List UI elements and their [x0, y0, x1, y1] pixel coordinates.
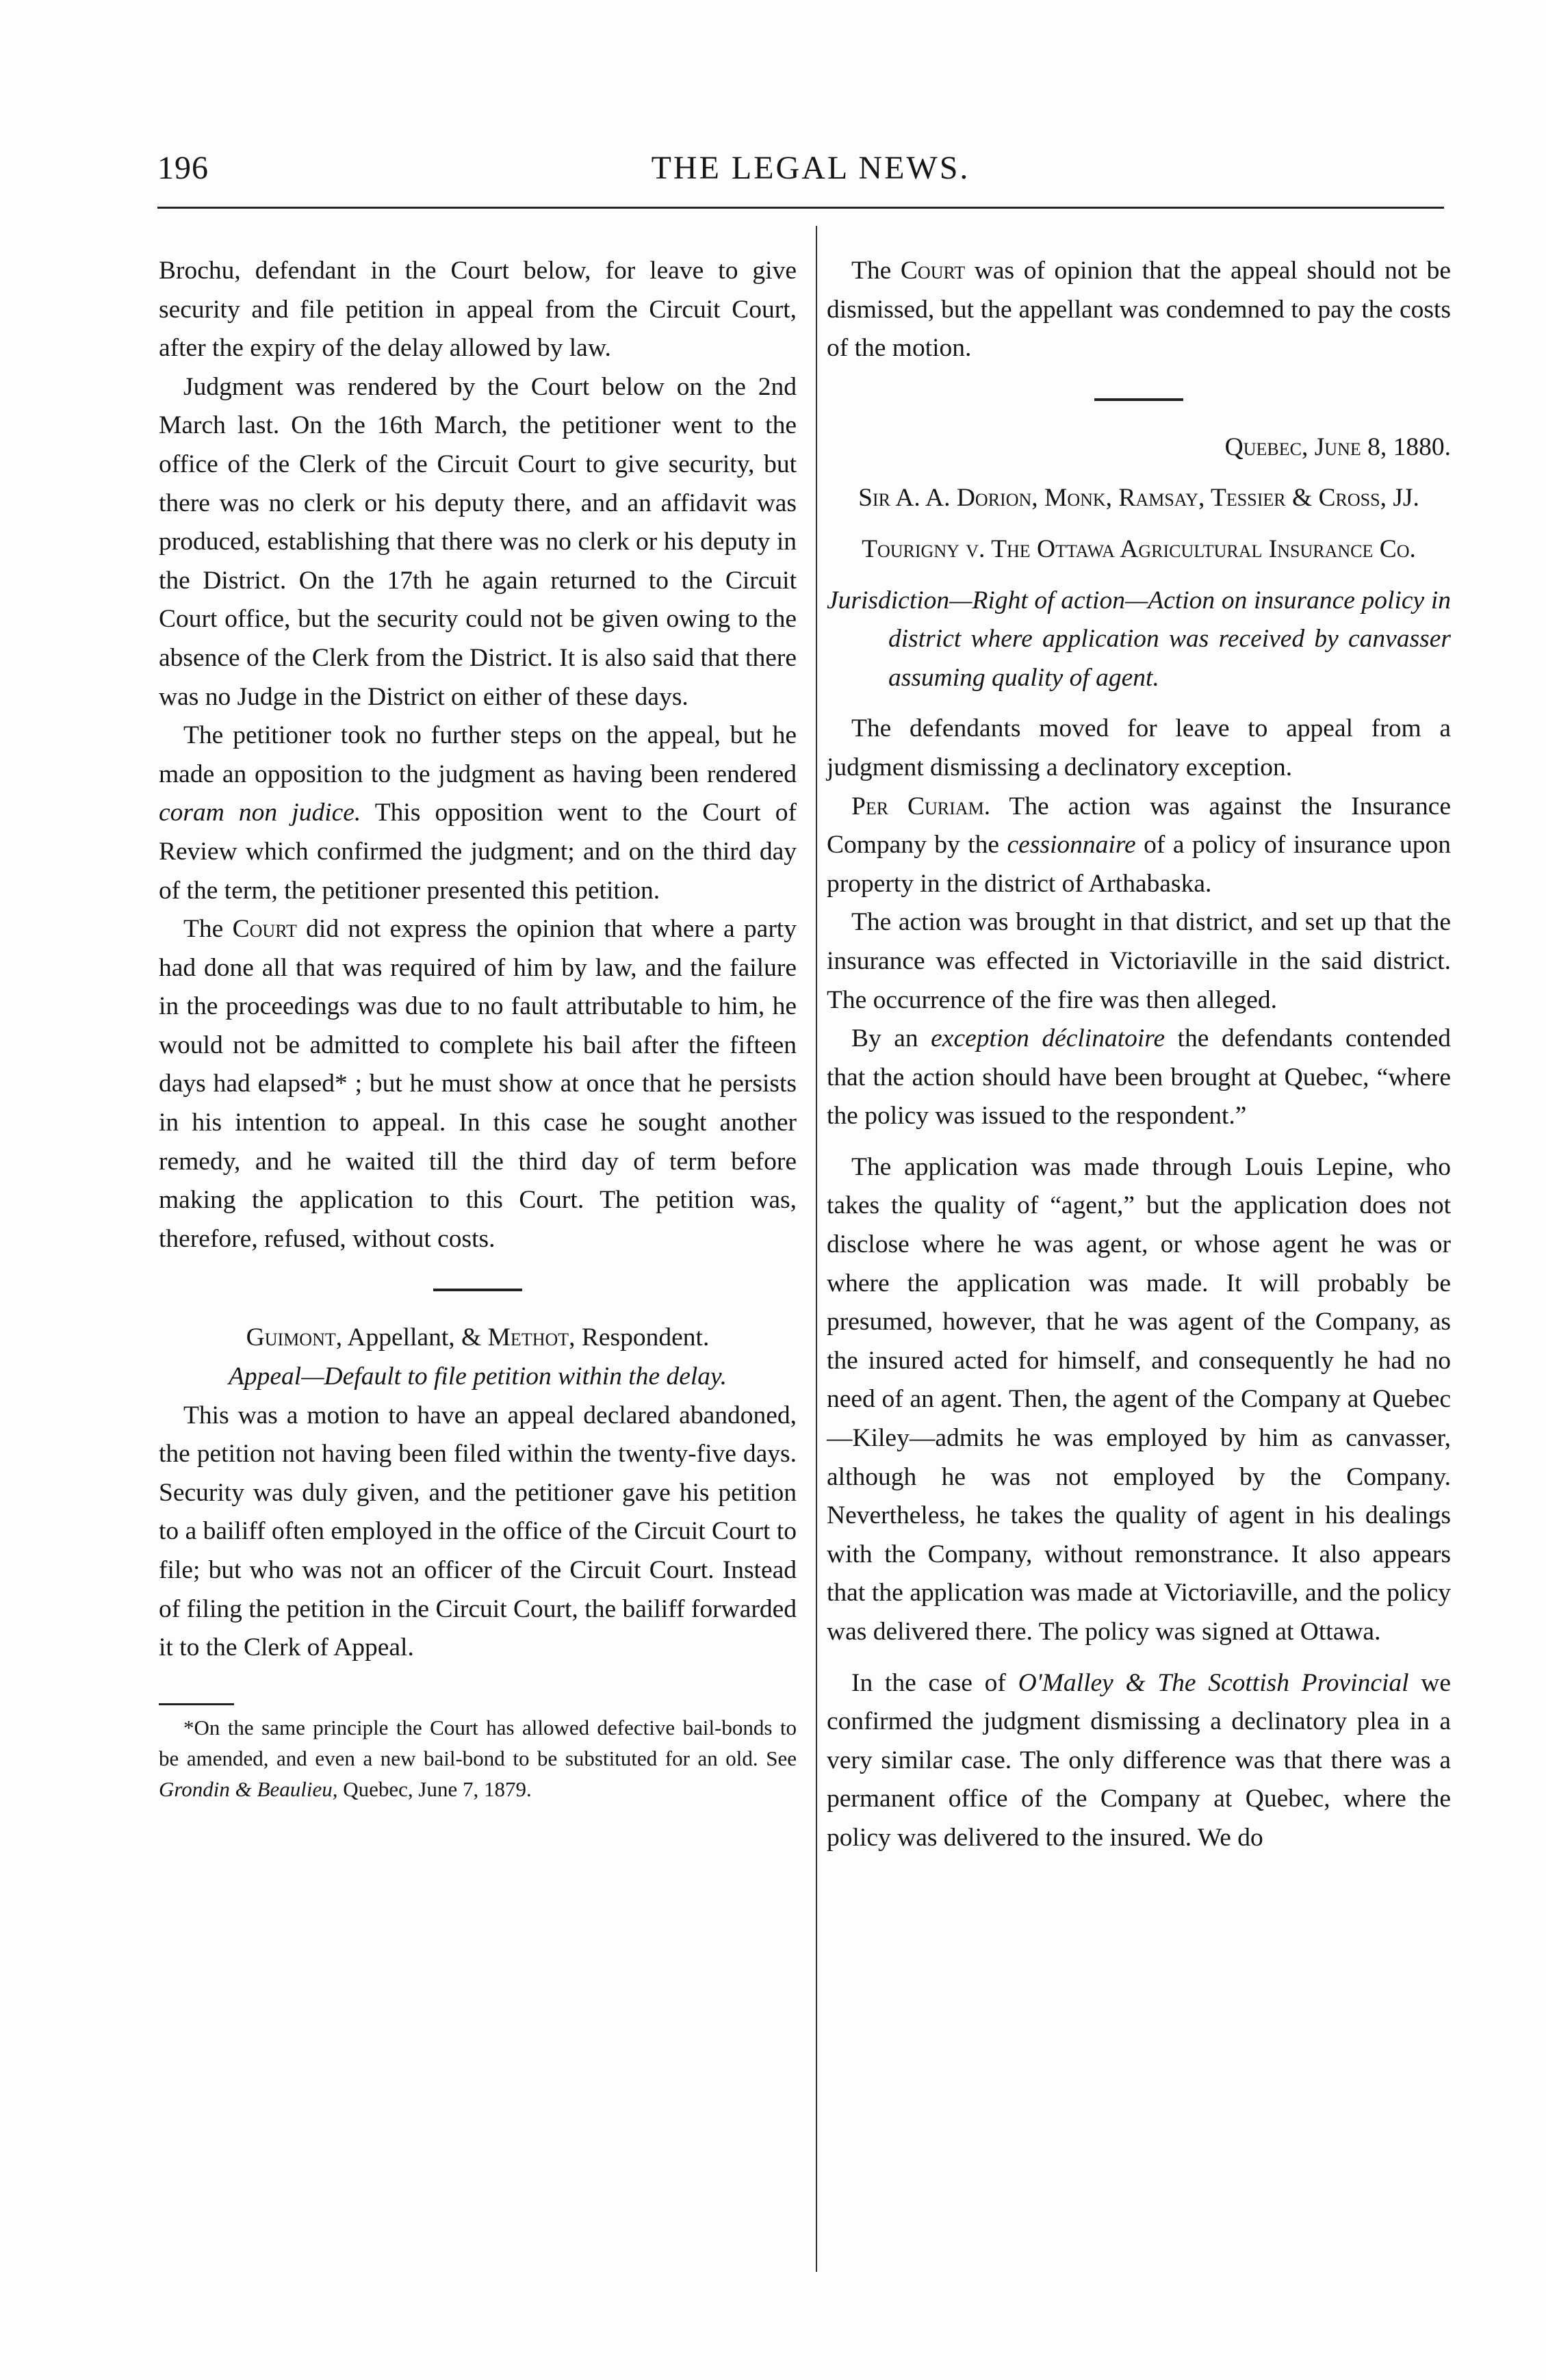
- page-header: [157, 149, 1464, 197]
- case-headnote: Appeal—Default to file petition within the delay.: [228, 1362, 727, 1391]
- dateline: Quebec, June 8, 1880.: [1224, 432, 1451, 461]
- journal-title: THE LEGAL NEWS.: [651, 150, 970, 186]
- spacer: [827, 697, 1451, 710]
- spacer: [827, 518, 1451, 530]
- case-title: Tourigny v. The Ottawa Agricultural Insurance Co.: [862, 534, 1416, 563]
- spacer: [827, 1652, 1451, 1664]
- footnote: *On the same principle the Court has allowed defective bail-bonds to be amended, and even a new bail-bond to be substituted for an old. See Grondin & Beaulieu, Quebec, June 7, 1879.: [159, 1715, 797, 1801]
- column-divider: [816, 226, 817, 2272]
- paragraph: The petitioner took no further steps on the appeal, but he made an opposition to the judgment as having been rendered coram non judice. This opposition went to the Court of Review which confirmed the judgment; and on the third day of the term, the petitioner presented this petition.: [159, 721, 797, 905]
- header-rule: [157, 207, 1444, 209]
- spacer: [827, 1136, 1451, 1148]
- paragraph: In the case of O'Malley & The Scottish Provincial we confirmed the judgment dismissing a declinatory plea in a very similar case. The only difference was that there was a permanent office of the Company at Quebec, where the policy was delivered to the insured. We do: [827, 1668, 1452, 1852]
- spacer: [827, 569, 1451, 582]
- paragraph: The Court was of opinion that the appeal should not be dismissed, but the appellant was condemned to pay the costs of the motion.: [827, 257, 1451, 363]
- paragraph: By an exception déclinatoire the defendants contended that the action should have been brought at Quebec, “where the policy was issued to the respondent.”: [827, 1024, 1451, 1130]
- left-column: [159, 252, 797, 1805]
- section-rule: [1094, 398, 1183, 401]
- footnote-rule: [159, 1703, 234, 1705]
- paragraph: This was a motion to have an appeal declared abandoned, the petition not having been filed within the twenty-five days. Security was duly given, and the petitioner gave his petition to a bailiff often employed in the office of the Circuit Court to file; but who was not an officer of the Circuit Court. Instead of filing the petition in the Circuit Court, the bailiff forwarded it to the Clerk of Appeal.: [159, 1401, 797, 1662]
- judges: Sir A. A. Dorion, Monk, Ramsay, Tessier & Cross, JJ.: [858, 484, 1419, 513]
- case-title: Guimont, Appellant, & Methot, Respondent.: [246, 1323, 710, 1352]
- paragraph: The action was brought in that district, and set up that the insurance was effected in Victoriaville in the said district. The occurrence of the fire was then alleged.: [827, 908, 1451, 1014]
- spacer: [827, 467, 1451, 479]
- right-column: [827, 252, 1451, 1858]
- section-rule: [433, 1289, 522, 1291]
- paragraph: Judgment was rendered by the Court below on the 2nd March last. On the 16th March, the petitioner went to the office of the Clerk of the Circuit Court to give security, but there was no clerk or his deputy there, and an affidavit was produced, establishing that there was no clerk or his deputy in the District. On the 17th he again returned to the Circuit Court office, but the security could not be given owing to the absence of the Clerk from the District. It is also said that there was no Judge in the District on either of these days.: [159, 372, 797, 711]
- paragraph: The defendants moved for leave to appeal from a judgment dismissing a declinatory exception.: [827, 714, 1451, 781]
- paragraph: The application was made through Louis Lepine, who takes the quality of “agent,” but the application does not disclose where he was agent, or whose agent he was or where the application was made. It will probably be presumed, however, that he was agent of the Company, as the insured acted for himself, and consequently he had no need of an agent. Then, the agent of the Company at Quebec—Kiley—admits he was employed by him as canvasser, although he was not employed by the Company. Nevertheless, he takes the quality of agent in his dealings with the Company, without remonstrance. It also appears that the application was made at Victoriaville, and the policy was delivered there. The policy was signed at Ottawa.: [827, 1152, 1451, 1646]
- paragraph: Brochu, defendant in the Court below, for leave to give security and file petition in appeal from the Circuit Court, after the expiry of the delay allowed by law.: [159, 257, 797, 363]
- paragraph: The Court did not express the opinion that where a party had done all that was required of him by law, and the failure in the proceedings was due to no fault attributable to him, he would not be admitted to complete his bail after the fifteen days had elapsed* ; but he must show at once that he persists in his intention to appeal. In this case he sought another remedy, and he waited till the third day of term before making the application to this Court. The petition was, therefore, refused, without costs.: [159, 915, 797, 1253]
- case-headnote: Jurisdiction—Right of action—Action on insurance policy in district where application was received by canvasser assuming quality of agent.: [827, 586, 1451, 692]
- page-number: 196: [157, 150, 209, 186]
- paragraph: Per Curiam. The action was against the Insurance Company by the cessionnaire of a policy of insurance upon property in the district of Arthabaska.: [827, 792, 1452, 898]
